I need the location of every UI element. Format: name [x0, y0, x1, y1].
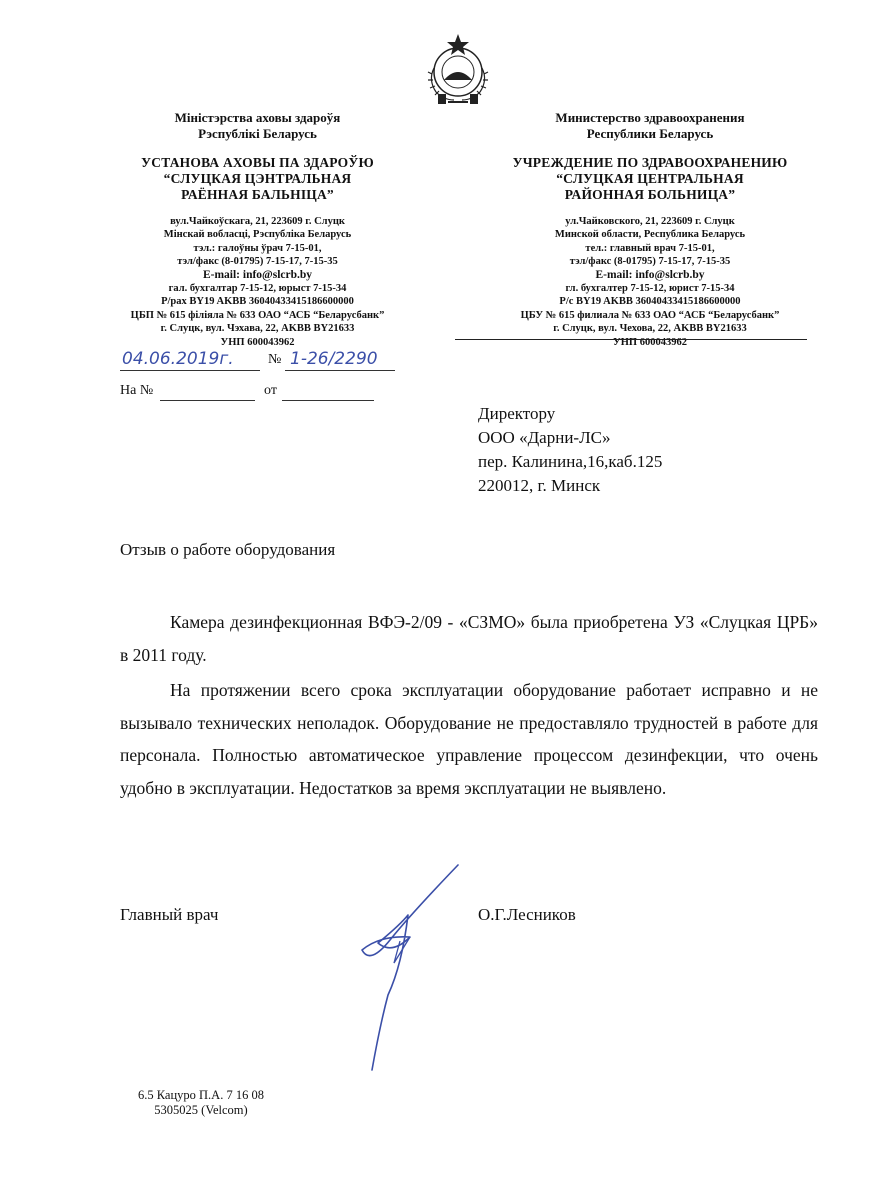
- mobile-phone-line: 5305025 (Velcom): [154, 1103, 248, 1117]
- signer-position: Главный врач: [120, 905, 219, 924]
- footer-contact: [138, 1088, 264, 1118]
- unp-line: УНП 600043962: [613, 336, 687, 348]
- body-paragraph-1: Камера дезинфекционная ВФЭ-2/09 - «СЗМО» была приобретена УЗ «Слуцкая ЦРБ» в 2011 году.: [120, 612, 818, 665]
- addressee-block: [478, 402, 662, 498]
- header-right-russian: [480, 110, 820, 349]
- unp-line: УНП 600043962: [220, 336, 295, 348]
- institution-type-ru: УЧРЕЖДЕНИЕ ПО ЗДРАВООХРАНЕНИЮ: [512, 155, 788, 170]
- fax-line: тэл/факс (8-01795) 7-15-17, 7-15-35: [177, 256, 338, 268]
- country-name-ru: Республики Беларусь: [586, 126, 714, 141]
- address-line: ул.Чайковского, 21, 223609 г. Слуцк: [565, 216, 735, 227]
- addressee-city: 220012, г. Минск: [478, 476, 601, 495]
- date-underline: [120, 370, 260, 371]
- institution-type-be: УСТАНОВА АХОВЫ ПА ЗДАРОЎЮ: [141, 155, 374, 170]
- fax-line: тэл/факс (8-01795) 7-15-17, 7-15-35: [569, 256, 731, 268]
- header-divider: [455, 339, 807, 340]
- bank-branch-line: ЦБП № 615 філіяла № 633 ОАО “АСБ “Беларусбанк”: [130, 309, 385, 321]
- institution-name-ru-2: РАЙОННАЯ БОЛЬНИЦА”: [564, 187, 736, 202]
- address-line: вул.Чайкоўскага, 21, 223609 г. Слуцк: [170, 216, 345, 227]
- handwritten-signature-icon: [350, 855, 480, 1085]
- email-line: E-mail: info@slcrb.by: [595, 268, 705, 281]
- institution-name-be-1: “СЛУЦКАЯ ЦЭНТРАЛЬНАЯ: [163, 171, 352, 186]
- number-underline: [285, 370, 395, 371]
- reference-number-blank: [160, 400, 255, 401]
- header-left-belarusian: [95, 110, 420, 349]
- bank-address-line: г. Слуцк, вул. Чэхава, 22, AKBB BY21633: [160, 323, 355, 335]
- accountant-line: гл. бухгалтер 7-15-12, юрист 7-15-34: [565, 283, 735, 295]
- country-name-be: Рэспублікі Беларусь: [198, 126, 317, 141]
- ministry-name-be: Міністэрства аховы здароўя: [174, 110, 341, 125]
- letter-subject: Отзыв о работе оборудования: [120, 540, 336, 559]
- phone-line: тел.: главный врач 7-15-01,: [585, 242, 715, 254]
- belarus-coat-of-arms-icon: [418, 28, 498, 108]
- region-line: Мінскай вобласці, Рэспубліка Беларусь: [163, 229, 352, 241]
- signer-name: О.Г.Лесников: [478, 905, 576, 924]
- addressee-company: ООО «Дарни-ЛС»: [478, 428, 611, 447]
- addressee-title: Директору: [478, 404, 556, 423]
- contact-details-ru: [480, 215, 820, 349]
- reference-ot-label: от: [264, 383, 277, 398]
- addressee-street: пер. Калинина,16,каб.125: [478, 452, 663, 471]
- number-sign: №: [268, 352, 282, 367]
- reference-na-label: На №: [120, 383, 154, 398]
- institution-name-ru-1: “СЛУЦКАЯ ЦЕНТРАЛЬНАЯ: [556, 171, 744, 186]
- phone-line: тэл.: галоўны ўрач 7-15-01,: [193, 242, 322, 254]
- executor-line: 6.5 Кацуро П.А. 7 16 08: [138, 1088, 264, 1102]
- bank-branch-line: ЦБУ № 615 филиала № 633 ОАО “АСБ “Беларусбанк”: [520, 309, 780, 321]
- reference-date-blank: [282, 400, 374, 401]
- region-line: Минской области, Республика Беларусь: [554, 229, 746, 241]
- accountant-line: гал. бухгалтар 7-15-12, юрыст 7-15-34: [168, 283, 347, 295]
- email-line: E-mail: info@slcrb.by: [202, 268, 313, 281]
- bank-account-line: Р/рах BY19 AKBB 36040433415186600000: [161, 296, 354, 308]
- contact-details-be: [95, 215, 420, 349]
- bank-address-line: г. Слуцк, вул. Чехова, 22, AKBB BY21633: [553, 323, 747, 335]
- bank-account-line: Р/с BY19 AKBB 36040433415186600000: [559, 296, 741, 308]
- ministry-name-ru: Министерство здравоохранения: [555, 110, 745, 125]
- institution-name-be-2: РАЁННАЯ БАЛЬНІЦА”: [181, 187, 334, 202]
- handwritten-date: 04.06.2019г.: [122, 349, 234, 369]
- handwritten-number: 1-26/2290: [290, 349, 378, 369]
- body-paragraph-2: На протяжении всего срока эксплуатации оборудование работает исправно и не вызывало технических неполадок. Оборудование не предоставляло трудностей в работе для персонала. Полностью автоматическое управление процессом дезинфекции, что очень удобно в эксплуатации. Недостатков за время эксплуатации не выявлено.: [120, 680, 818, 798]
